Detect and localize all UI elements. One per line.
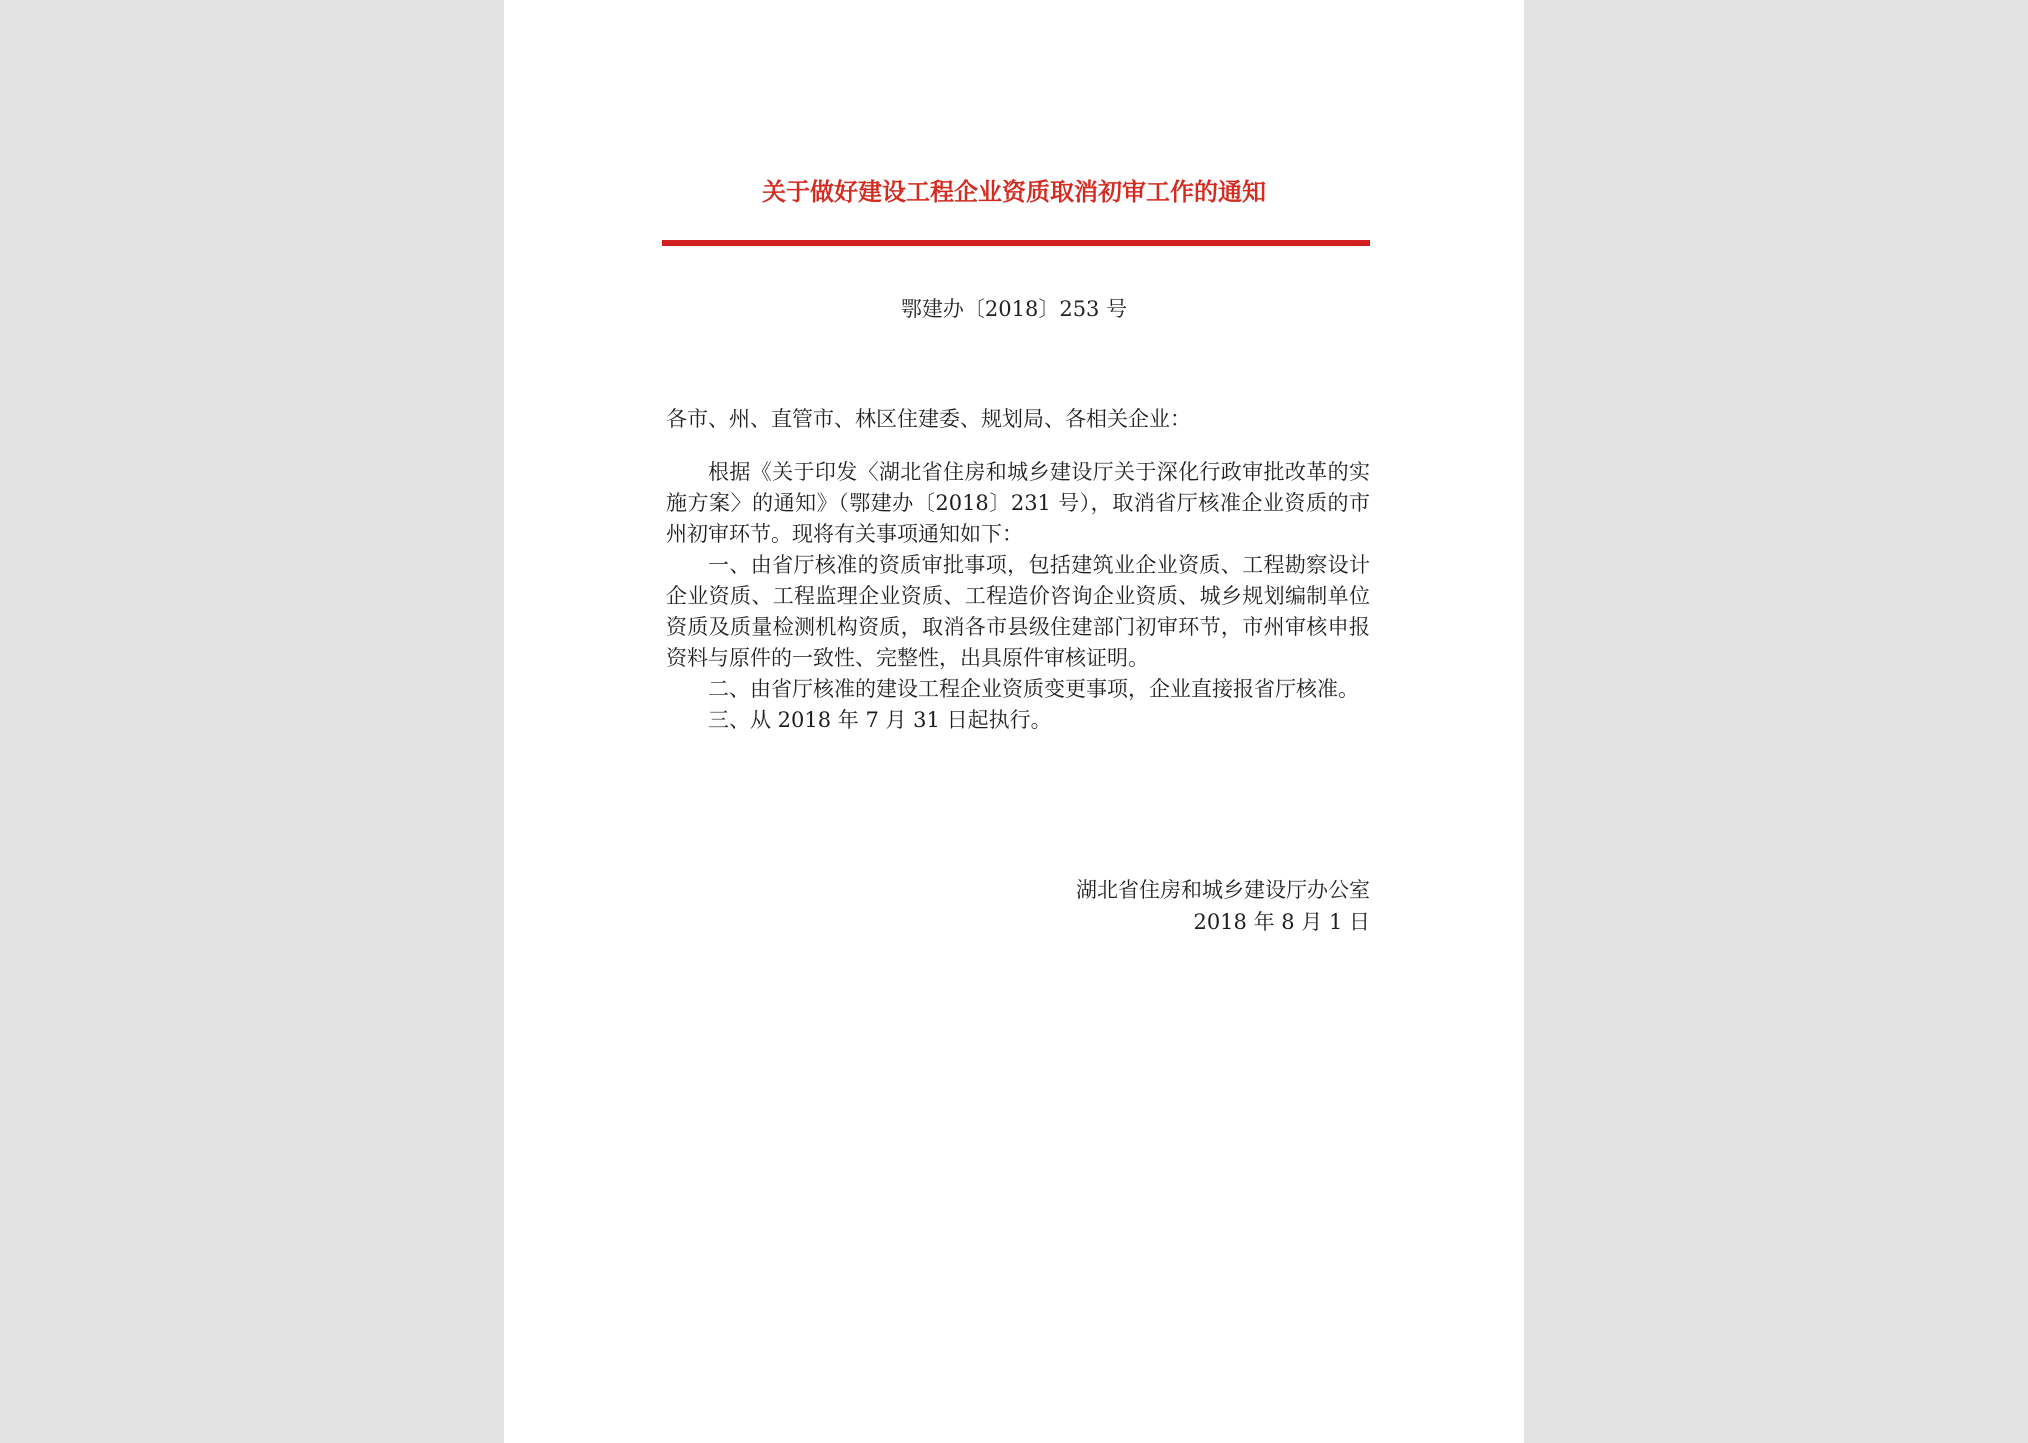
- document-page: [504, 0, 1524, 1443]
- red-header-rule: [662, 240, 1370, 246]
- salutation: 各市、州、直管市、林区住建委、规划局、各相关企业：: [666, 407, 1191, 431]
- document-body: [666, 457, 1370, 736]
- paragraph-item-1: 一、由省厅核准的资质审批事项，包括建筑业企业资质、工程勘察设计企业资质、工程监理企业资质、工程造价咨询企业资质、城乡规划编制单位资质及质量检测机构资质，取消各市县级住建部门初审环节，市州审核申报资料与原件的一致性、完整性，出具原件审核证明。: [666, 553, 1370, 670]
- document-title: 关于做好建设工程企业资质取消初审工作的通知: [762, 177, 1266, 206]
- paragraph-item-2: 二、由省厅核准的建设工程企业资质变更事项，企业直接报省厅核准。: [708, 677, 1359, 701]
- paragraph-item-3: 三、从 2018 年 7 月 31 日起执行。: [708, 708, 1052, 732]
- document-number: 鄂建办〔2018〕253 号: [900, 297, 1128, 321]
- paragraph-intro: 根据《关于印发〈湖北省住房和城乡建设厅关于深化行政审批改革的实施方案〉的通知》（鄂建办〔2018〕231 号），取消省厅核准企业资质的市州初审环节。现将有关事项通知如下：: [666, 460, 1370, 546]
- issuer-name: 湖北省住房和城乡建设厅办公室: [1076, 878, 1370, 902]
- signature-block: [1076, 874, 1370, 938]
- issue-date: 2018 年 8 月 1 日: [1193, 910, 1370, 934]
